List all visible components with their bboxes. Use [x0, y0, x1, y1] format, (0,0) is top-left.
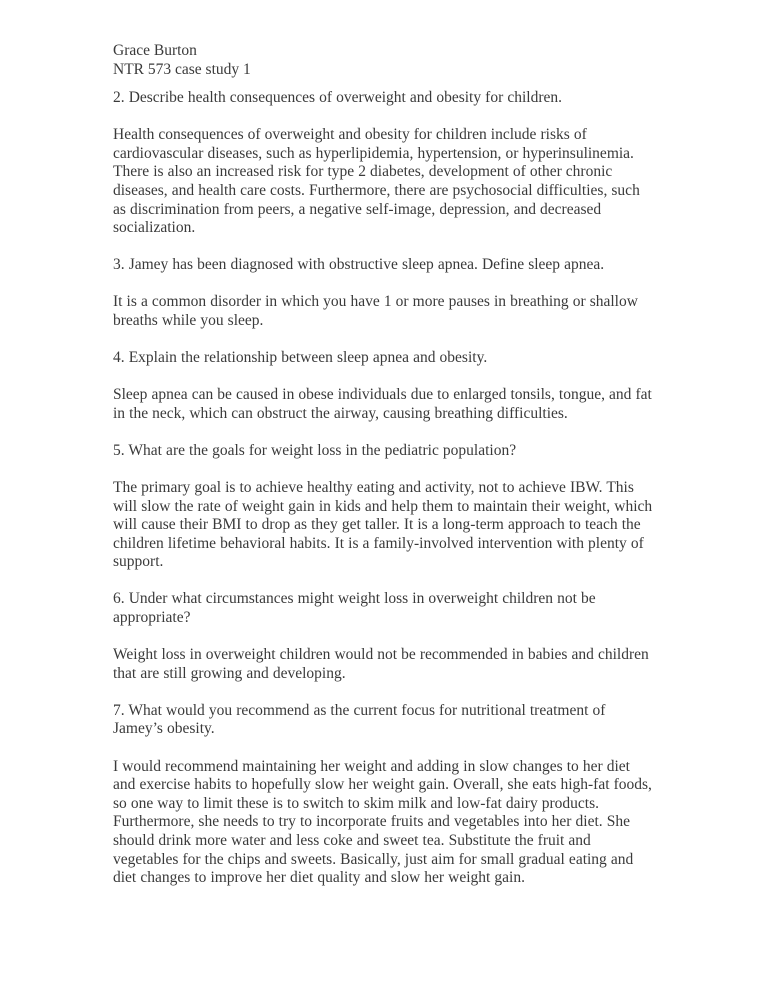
document-header [113, 42, 655, 79]
answer-2: Health consequences of overweight and obesity for children include risks of cardiovascular diseases, such as hyperlipidemia, hypertension, or hyperinsulinemia. There is also an increased risk for type 2 diabetes, development of other chronic diseases, and health care costs. Furthermore, there are psychosocial difficulties, such as discrimination from peers, a negative self-image, depression, and decreased socialization. [113, 126, 640, 237]
answer-3: It is a common disorder in which you have 1 or more pauses in breathing or shallow breaths while you sleep. [113, 293, 638, 330]
course-title: NTR 573 case study 1 [113, 60, 251, 78]
document-body [113, 89, 655, 888]
answer-6: Weight loss in overweight children would not be recommended in babies and children that are still growing and developing. [113, 646, 649, 682]
question-3: 3. Jamey has been diagnosed with obstructive sleep apnea. Define sleep apnea. [113, 256, 605, 274]
question-2: 2. Describe health consequences of overweight and obesity for children. [113, 89, 562, 107]
question-7: 7. What would you recommend as the current focus for nutritional treatment of Jamey’s obesity. [113, 701, 606, 738]
answer-4: Sleep apnea can be caused in obese individuals due to enlarged tonsils, tongue, and fat in the neck, which can obstruct the airway, causing breathing difficulties. [113, 386, 652, 422]
author-name: Grace Burton [113, 42, 197, 59]
answer-5: The primary goal is to achieve healthy eating and activity, not to achieve IBW. This will slow the rate of weight gain in kids and help them to maintain their weight, which will cause their BMI to drop as they get taller. It is a long-term approach to teach the children lifetime behavioral habits. It is a family-involved intervention with plenty of support. [113, 479, 653, 571]
question-6: 6. Under what circumstances might weight loss in overweight children not be appropriate? [113, 590, 596, 627]
question-4: 4. Explain the relationship between sleep apnea and obesity. [113, 349, 488, 367]
question-5: 5. What are the goals for weight loss in the pediatric population? [113, 441, 517, 459]
answer-7: I would recommend maintaining her weight and adding in slow changes to her diet and exercise habits to hopefully slow her weight gain. Overall, she eats high-fat foods, so one way to limit these is to switch to skim milk and low-fat dairy products. Furthermore, she needs to try to incorporate fruits and vegetables into her diet. She should drink more water and less coke and sweet tea. Substitute the fruit and vegetables for the chips and sweets. Basically, just aim for small gradual eating and diet changes to improve her diet quality and slow her weight gain. [113, 757, 652, 887]
